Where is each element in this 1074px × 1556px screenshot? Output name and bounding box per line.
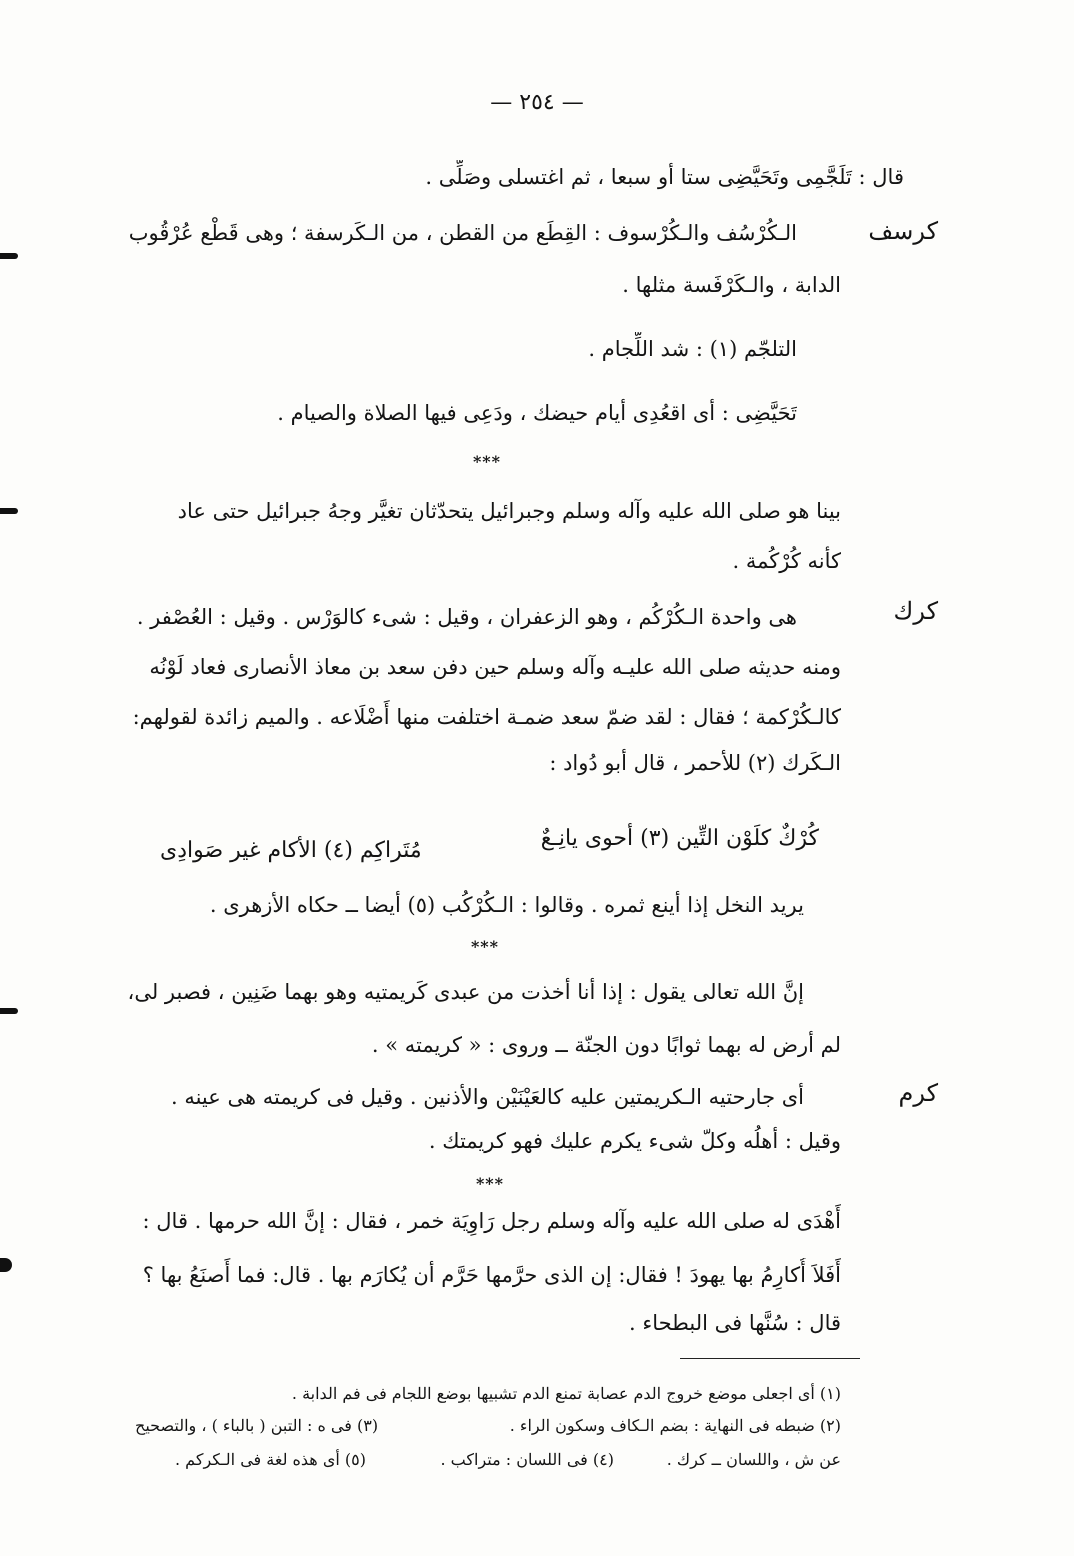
margin-root-word: كرسف — [868, 217, 938, 245]
footnote: (١) أى اجعلى موضع خروج الدم عصابة تمنع الدم تشبيها بوضع اللجام فى فم الدابة . — [291, 1384, 841, 1403]
text-line: إنَّ الله تعالى يقول : إذا أنا أخذت من عبدى كَريمتيه وهو بهما ضَنِين ، فصبر لى، — [127, 980, 804, 1004]
text-line: كالـكُرْكمة ؛ فقال : لقد ضمّ سعد ضمـة اختلفت منها أَضْلَاعه . والميم زائدة لقولهم: — [132, 705, 841, 729]
text-line: تَحَيَّضِى : أى اقعُدِى أيام حيضك ، ودَعِى فيها الصلاة والصيام . — [277, 401, 797, 425]
text-line: أَفَلاَ أُكارِمُ بها يهودَ ! فقال: إن الذى حرَّمها حَرَّم أن يُكارَم بها . قال: فما أَصنَعُ بها ؟ — [142, 1263, 841, 1287]
scan-edge-mark — [0, 1258, 12, 1272]
footnote: (٥) أى هذه لغة فى الـكركم . — [175, 1450, 366, 1469]
poem-verse-second-hemistich: مُتَراكِم (٤) الأكام غير صَوادِى — [160, 838, 422, 863]
text-line: أى جارحتيه الـكريمتين عليه كالعَيْنَيْن والأذنين . وقيل فى كريمته هى عينه . — [170, 1085, 804, 1109]
footnote: (٢) ضبطه فى النهاية : بضم الـكاف وسكون الراء . — [509, 1416, 841, 1435]
footnote-divider — [680, 1358, 860, 1359]
scan-edge-mark — [0, 253, 18, 259]
text-line: بينا هو صلى الله عليه وآله وسلم وجبرائيل يتحدّثان تغيَّر وجهُ جبرائيل حتى عاد — [177, 499, 841, 523]
text-line: الـكُرْسُف والـكُرْسوف : القِطَع من القطن ، من الـكَرسفة ؛ وهى قَطْع عُرْقُوب — [128, 221, 797, 245]
margin-root-word: كرك — [893, 597, 938, 625]
scan-edge-mark — [0, 1008, 18, 1014]
text-line: كأنه كُرْكُمة . — [732, 549, 841, 573]
section-separator: *** — [472, 452, 502, 471]
footnote: عن ش ، واللسان ــ كرك . — [666, 1450, 841, 1469]
scan-edge-mark — [0, 508, 18, 514]
text-line: الـكَرك (٢) للأحمر ، قال أبو دُواد : — [549, 751, 841, 775]
footnote: (٤) فى اللسان : متراكب . — [440, 1450, 614, 1469]
text-line: لم أرض له بهما ثوابًا دون الجنّة ــ وروى : « كريمته » . — [371, 1033, 841, 1057]
page-number: — ٢٥٤ — — [490, 90, 584, 115]
poem-verse-first-hemistich: كُرْكٌ كلَوْن التِّين (٣) أحوى يانِـعٌ — [540, 826, 819, 851]
footnote: (٣) فى ه : التبن ( بالباء ) ، والتصحيح — [135, 1416, 379, 1435]
text-line: هى واحدة الـكُرْكُم ، وهو الزعفران ، وقيل : شىء كالوَرْس . وقيل : العُصْفر . — [136, 605, 797, 629]
text-line: ومنه حديثه صلى الله عليـه وآله وسلم حين دفن سعد بن معاذ الأنصارى فعاد لَوْنُه — [149, 655, 841, 679]
text-line: وقيل : أهلُه وكلّ شىء يكرم عليك فهو كريمتك . — [428, 1129, 841, 1153]
text-line: أَهْدَى له صلى الله عليه وآله وسلم رجل رَاوِيَة خمر ، فقال : إنَّ الله حرمها . قال : — [142, 1209, 841, 1233]
text-line: يريد النخل إذا أينع ثمره . وقالوا : الـكُرْكُب (٥) أيضا ــ حكاه الأزهرى . — [209, 893, 804, 917]
margin-root-word: كرم — [898, 1079, 938, 1107]
text-line: التلجّم (١) : شد اللِّجام . — [588, 337, 797, 361]
text-line: قال : سُنَّها فى البطحاء . — [629, 1311, 841, 1335]
section-separator: *** — [475, 1174, 505, 1193]
section-separator: *** — [470, 937, 500, 956]
text-line: الدابة ، والـكَرْفَسة مثلها . — [622, 273, 841, 297]
text-line: قال : تَلَجَّمِى وتَحَيَّضِى ستا أو سبعا ، ثم اغتسلى وصَلِّى . — [425, 165, 904, 189]
